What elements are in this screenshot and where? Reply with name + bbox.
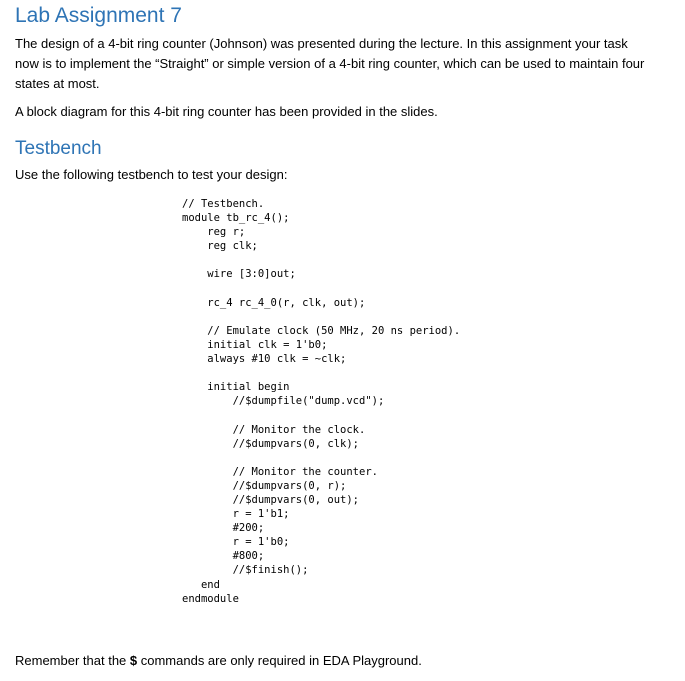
code-line: // Emulate clock (50 MHz, 20 ns period). — [182, 324, 461, 337]
testbench-code — [182, 197, 460, 606]
code-line — [182, 310, 460, 324]
code-line: initial clk = 1'b0; — [182, 338, 328, 351]
code-line: // Monitor the clock. — [182, 423, 366, 436]
code-line: end — [182, 578, 220, 591]
code-line: endmodule — [182, 592, 239, 605]
code-line — [182, 408, 460, 422]
code-line: wire [3:0]out; — [182, 268, 296, 281]
code-line: rc_4 rc_4_0(r, clk, out); — [182, 296, 366, 309]
testbench-heading: Testbench — [15, 138, 102, 159]
code-line: #200; — [182, 522, 265, 535]
code-line: //$finish(); — [182, 564, 309, 577]
footer-text-after: commands are only required in EDA Playground. — [137, 653, 422, 668]
testbench-intro: Use the following testbench to test your design: — [15, 167, 288, 182]
block-diagram-note: A block diagram for this 4-bit ring counter has been provided in the slides. — [15, 104, 438, 119]
code-line: //$dumpvars(0, out); — [182, 493, 360, 506]
code-line: //$dumpfile("dump.vcd"); — [182, 395, 385, 408]
code-line: reg clk; — [182, 240, 258, 253]
code-line: r = 1'b0; — [182, 536, 290, 549]
code-line — [182, 451, 460, 465]
dollar-symbol: $ — [129, 653, 138, 668]
page-title: Lab Assignment 7 — [15, 4, 182, 27]
code-line — [182, 366, 460, 380]
footer-text-before: Remember that the — [15, 653, 130, 668]
code-line: //$dumpvars(0, clk); — [182, 437, 360, 450]
footer-note — [15, 651, 655, 671]
code-line: always #10 clk = ~clk; — [182, 353, 347, 366]
code-line — [182, 253, 460, 267]
code-line: r = 1'b1; — [182, 508, 290, 521]
code-line: initial begin — [182, 381, 290, 394]
code-line: // Monitor the counter. — [182, 465, 378, 478]
intro-paragraph: The design of a 4-bit ring counter (Johnson) was presented during the lecture. In this assignment your task now is to implement the “Straight” or simple version of a 4-bit ring counter, which can be used to maintain four states at most. — [15, 36, 645, 91]
code-line: module tb_rc_4(); — [182, 212, 290, 225]
code-line: #800; — [182, 550, 265, 563]
code-line: reg r; — [182, 226, 246, 239]
code-line: // Testbench. — [182, 198, 265, 210]
code-line — [182, 282, 460, 296]
code-line: //$dumpvars(0, r); — [182, 479, 347, 492]
